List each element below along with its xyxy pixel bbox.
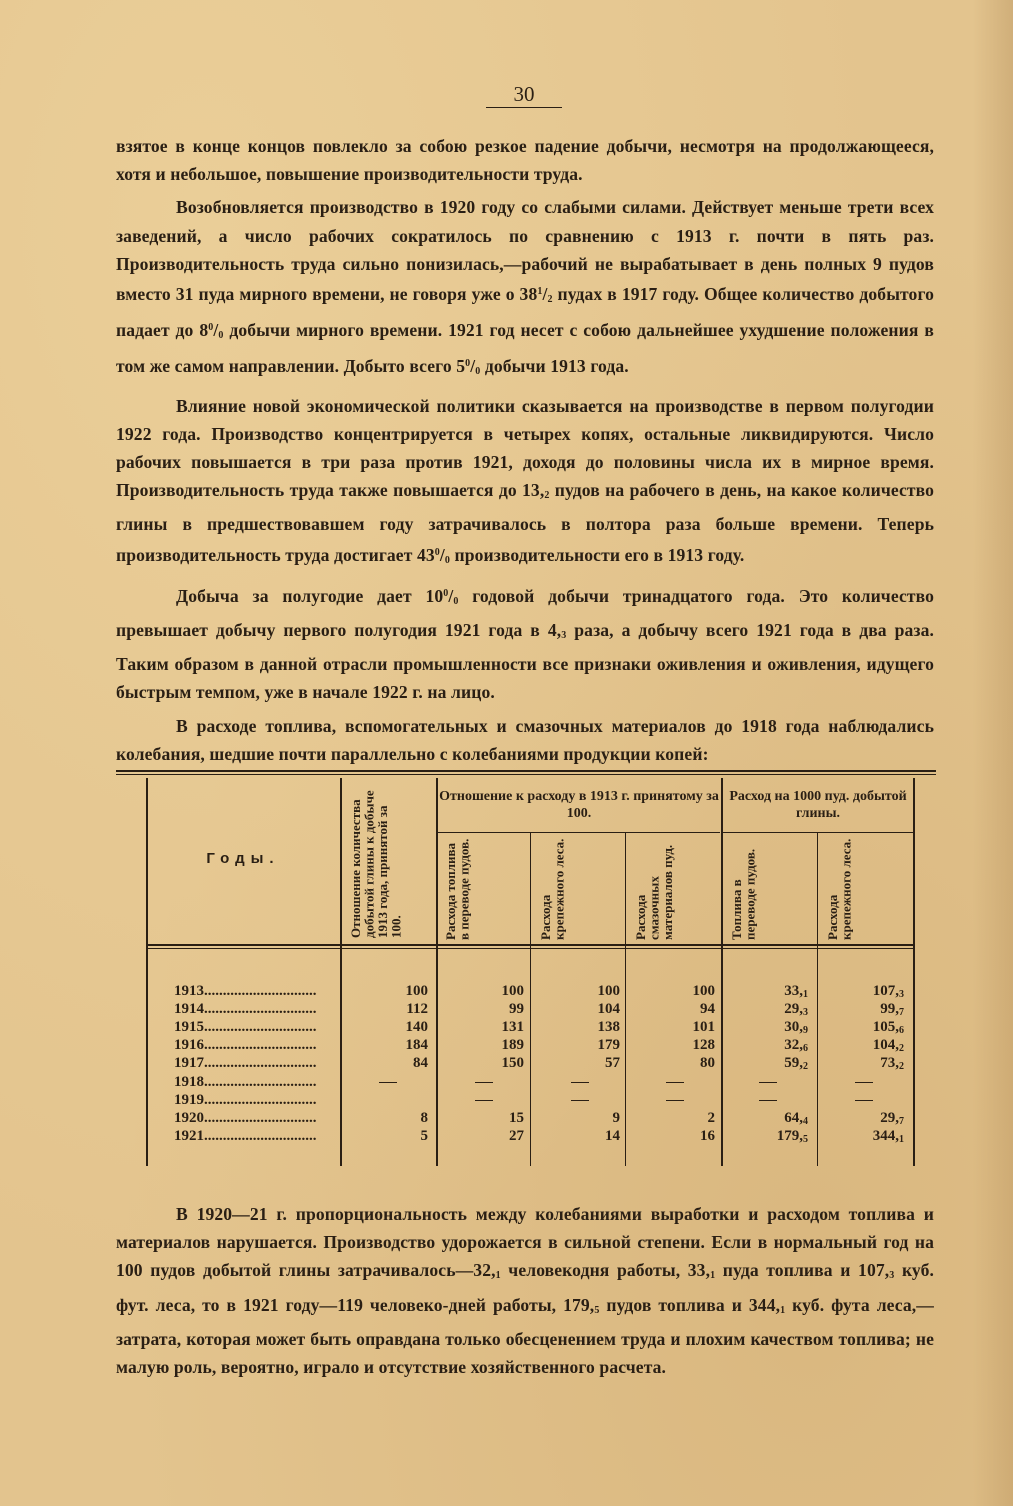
group2-header: Расход на 1000 пуд. добытой глины. <box>729 789 907 821</box>
page-number-rule <box>486 107 562 108</box>
value-cell: 128 <box>692 1037 715 1054</box>
value-cell: $30,_9$ <box>784 1019 808 1037</box>
value-cell: $99,_7$ <box>880 1001 904 1019</box>
value-cell: 150 <box>501 1055 524 1072</box>
value-cell: 189 <box>501 1037 524 1054</box>
dash-mark <box>475 1082 493 1083</box>
group-rule <box>723 832 913 833</box>
value-cell: $107,_3$ <box>872 983 904 1000</box>
value-cell: $104,_2$ <box>872 1037 904 1055</box>
value-cell: $59,_2$ <box>784 1055 808 1073</box>
value-cell <box>464 1091 504 1109</box>
body-paragraph: Возобновляется производство в 1920 году со слабыми силами. Действует меньше трети всех заведений, а число рабочих сократилось по сравнению с 1913 г. почти в пять раз. Производительность труда сильно понизилась,—рабочий не вырабатывает в день полных 9 пудов вместо 31 пуда мирного времени, не говоря уже о $38^1/_2$ пудах в 1917 году. Общее количество добытого падает до $8^0/_0$ добычи мирного времени. 1921 год несет с собою дальнейшее ухудшение положения в том же самом направлении. Добыто всего $5^0/_0$ добычи 1913 года. <box>116 197 934 378</box>
year-cell: 1919.............................. <box>174 1091 317 1108</box>
value-cell: 100 <box>692 983 715 999</box>
value-cell: 100 <box>597 983 620 999</box>
table-top-rule <box>116 770 936 775</box>
group-rule <box>438 832 720 833</box>
page-number: 30 <box>513 82 535 106</box>
value-cell <box>748 1091 788 1109</box>
dash-mark <box>759 1082 777 1083</box>
value-cell: 100 <box>405 983 428 999</box>
dash-mark <box>571 1082 589 1083</box>
timber-per-1000-header: Расхода крепежного леса. <box>825 838 854 940</box>
value-cell <box>748 1073 788 1091</box>
dash-mark <box>855 1100 873 1101</box>
table-row <box>146 1127 915 1145</box>
value-cell <box>655 1091 695 1109</box>
table-row <box>146 1000 915 1018</box>
year-cell: 1916.............................. <box>174 1037 317 1054</box>
value-cell: $33,_1$ <box>784 983 808 1000</box>
header-bottom-rule <box>146 944 915 949</box>
value-cell: $29,_7$ <box>880 1109 904 1127</box>
value-cell <box>348 1091 428 1109</box>
value-cell <box>655 1073 695 1091</box>
value-cell: 5 <box>420 1127 428 1144</box>
value-cell: $105,_6$ <box>872 1019 904 1037</box>
body-text-top <box>116 132 934 768</box>
value-cell: 184 <box>405 1037 428 1054</box>
table-row <box>146 1036 915 1054</box>
year-cell: 1914.............................. <box>174 1001 317 1018</box>
value-cell: $344,_1$ <box>872 1127 904 1145</box>
value-cell: 99 <box>509 1001 524 1018</box>
value-cell: $64,_4$ <box>784 1109 808 1127</box>
value-cell: 2 <box>707 1109 715 1126</box>
value-cell: 112 <box>406 1001 428 1018</box>
body-paragraph: взятое в конце концов повлекло за собою резкое падение добычи, несмотря на продолжающееся, хотя и небольшое, повышение производительности труда. <box>116 136 934 185</box>
table-row <box>146 1109 915 1127</box>
value-cell: $73,_2$ <box>880 1055 904 1073</box>
table-row <box>146 1091 915 1109</box>
value-cell: 131 <box>501 1019 524 1036</box>
year-cell: 1915.............................. <box>174 1019 317 1036</box>
table-row <box>146 982 915 1000</box>
value-cell: 100 <box>501 983 524 999</box>
value-cell: 16 <box>700 1127 715 1144</box>
dash-mark <box>759 1100 777 1101</box>
value-cell <box>844 1091 884 1109</box>
year-cell: 1920.............................. <box>174 1109 317 1126</box>
value-cell: $32,_6$ <box>784 1037 808 1055</box>
value-cell: 104 <box>597 1001 620 1018</box>
dash-mark <box>666 1082 684 1083</box>
body-paragraph: Добыча за полугодие дает $10^0/_0$ годовой добычи тринадцатого года. Это количество превышает добычу первого полугодия 1921 года в $4,_3$ раза, а добычу всего 1921 года в два раза. Таким образом в данной отрасли промышленности все признаки оживления и оживления, идущего быстрым темпом, уже в начале 1922 г. на лицо. <box>116 585 934 703</box>
body-text-bottom <box>116 1200 934 1381</box>
table-row <box>146 1054 915 1072</box>
value-cell <box>368 1073 408 1091</box>
table-row <box>146 1073 915 1091</box>
value-cell <box>560 1091 600 1109</box>
dash-mark <box>666 1100 684 1101</box>
timber-ratio-header: Расхода крепежного леса. <box>538 838 567 940</box>
dash-mark <box>571 1100 589 1101</box>
value-cell <box>464 1073 504 1091</box>
lubricant-ratio-header: Расхода смазочных материалов пуд. <box>633 844 675 940</box>
value-cell: 8 <box>420 1109 428 1126</box>
year-cell: 1921.............................. <box>174 1127 317 1144</box>
body-paragraph: Влияние новой экономической политики сказывается на производстве в первом полугодии 1922 года. Производство концентрируется в четырех копях, остальные ликвидируются. Число рабочих повышается в три раза против 1921, доходя до половины числа их в мирное время. Производительность труда также повышается до $13,_2$ пудов на рабочего в день, на какое количество глины в предшествовавшем году затрачивалось в полтора раза больше времени. Теперь производительность труда достигает $43^0/_0$ производительности его в 1913 году. <box>116 395 934 566</box>
production-ratio-header: Отношение количества добытой глины к добыче 1913 года, принятой за 100. <box>348 790 404 938</box>
consumption-table <box>146 778 915 1166</box>
dash-mark <box>475 1100 493 1101</box>
table-row <box>146 1018 915 1036</box>
value-cell: 80 <box>700 1055 715 1072</box>
fuel-per-1000-header: Топлива в переводе пудов. <box>729 848 758 940</box>
year-cell: 1917.............................. <box>174 1055 317 1072</box>
value-cell: 57 <box>605 1055 620 1072</box>
conclusion-paragraph: В 1920—21 г. пропорциональность между колебаниями выработки и расходом топлива и материалов нарушается. Производство удорожается в сильной степени. Если в нормальный год на 100 пудов добытой глины $затрачивалось—32,_1$ человекодня работы, $33,_1$ пуда топлива и $107,_3$ куб. фут. леса, то в 1921 году—119 человеко-дней работы, $179,_5$ пудов топлива и $344,_1$ куб. фута леса,—затрата, которая может быть оправдана только обесценением труда и плохим качеством топлива; не малую роль, вероятно, играло и отсутствие хозяйственного расчета. <box>116 1204 934 1378</box>
value-cell: 94 <box>700 1001 715 1018</box>
value-cell: 84 <box>413 1055 428 1072</box>
value-cell: 140 <box>405 1019 428 1036</box>
value-cell: 15 <box>509 1109 524 1126</box>
value-cell: 14 <box>605 1127 620 1144</box>
value-cell: 179 <box>597 1037 620 1054</box>
value-cell: $29,_3$ <box>784 1001 808 1019</box>
value-cell: 9 <box>612 1109 620 1126</box>
fuel-ratio-header: Расхода топлива в переводе пудов. <box>443 838 472 940</box>
value-cell: 27 <box>509 1127 524 1144</box>
value-cell <box>844 1073 884 1091</box>
dash-mark <box>855 1082 873 1083</box>
year-cell: 1918.............................. <box>174 1073 317 1090</box>
value-cell: $179,_5$ <box>776 1127 808 1145</box>
years-header: Годы. <box>206 850 280 867</box>
group1-header: Отношение к расходу в 1913 г. принятому за 100. <box>439 789 719 821</box>
dash-mark <box>379 1082 397 1083</box>
year-cell: 1913.............................. <box>174 983 317 999</box>
value-cell: 101 <box>692 1019 715 1036</box>
value-cell <box>560 1073 600 1091</box>
body-paragraph: В расходе топлива, вспомогательных и смазочных материалов до 1918 года наблюдались колебания, шедшие почти параллельно с колебаниями продукции копей: <box>116 715 934 764</box>
value-cell: 138 <box>597 1019 620 1036</box>
